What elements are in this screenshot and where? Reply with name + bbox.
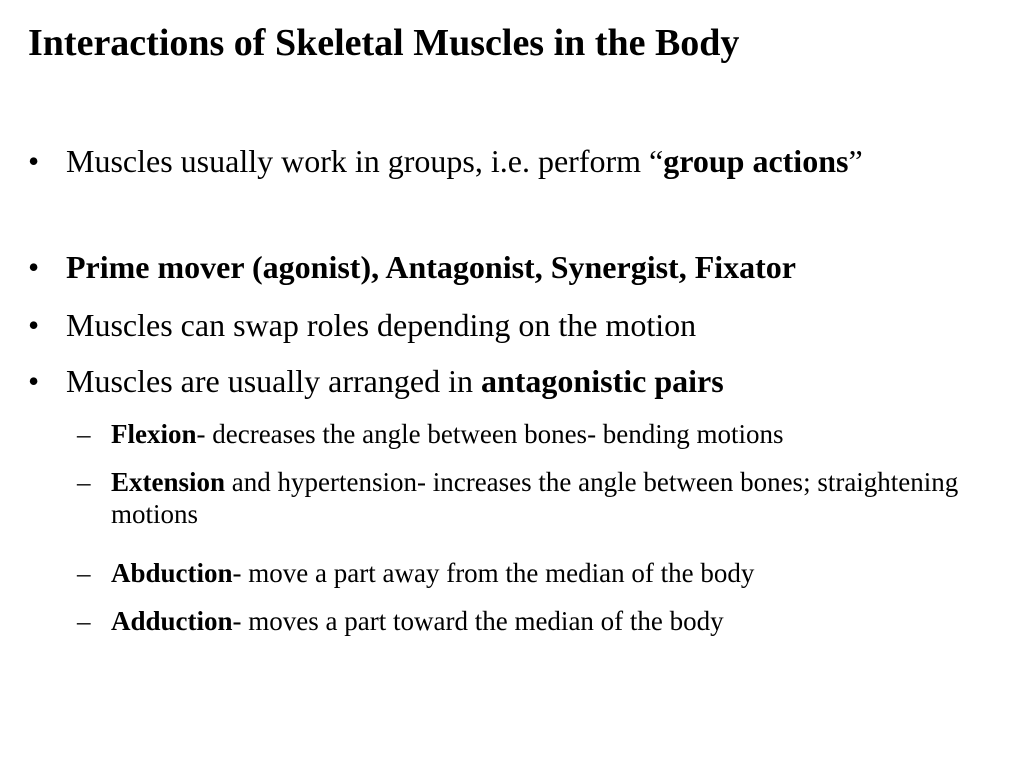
sub-bullet-item xyxy=(77,466,1007,530)
sub-bullet-term: Abduction xyxy=(111,558,233,588)
sub-bullet-description: - moves a part toward the median of the body xyxy=(232,606,724,636)
sub-bullet-marker: – xyxy=(77,606,91,636)
slide-title: Interactions of Skeletal Muscles in the Body xyxy=(28,22,740,64)
bullet-text-pre: Muscles usually work in groups, i.e. perform “ xyxy=(66,143,664,179)
bullet-text-pre: Muscles can swap roles depending on the motion xyxy=(66,307,697,343)
bullet-item xyxy=(28,248,988,286)
sub-bullet-description: - move a part away from the median of the body xyxy=(232,558,755,588)
bullet-text xyxy=(66,248,988,286)
bullet-item xyxy=(28,142,988,180)
bullet-text-bold: group actions xyxy=(663,143,849,179)
sub-bullet-item xyxy=(77,605,1007,637)
bullet-text-bold: antagonistic pairs xyxy=(480,363,724,399)
bullet-text-post: ” xyxy=(848,143,863,179)
sub-bullet-marker: – xyxy=(77,419,91,449)
sub-bullet-marker: – xyxy=(77,467,91,497)
sub-bullet-term: Flexion xyxy=(111,419,197,449)
sub-bullet-text xyxy=(111,466,1007,530)
bullet-text xyxy=(66,142,988,180)
bullet-marker: • xyxy=(28,363,40,399)
sub-bullet-term: Adduction xyxy=(111,606,233,636)
bullet-text-pre: Muscles are usually arranged in xyxy=(66,363,481,399)
sub-bullet-item xyxy=(77,418,1007,450)
bullet-marker: • xyxy=(28,143,40,179)
sub-bullet-text xyxy=(111,418,1007,450)
sub-bullet-text xyxy=(111,605,1007,637)
bullet-text-bold: Prime mover (agonist), Antagonist, Synergist, Fixator xyxy=(66,249,796,285)
sub-bullet-term: Extension xyxy=(111,467,226,497)
bullet-item xyxy=(28,362,988,400)
sub-bullet-item xyxy=(77,557,1007,589)
bullet-marker: • xyxy=(28,307,40,343)
bullet-text xyxy=(66,306,988,344)
bullet-marker: • xyxy=(28,249,40,285)
bullet-item xyxy=(28,306,988,344)
sub-bullet-description: - decreases the angle between bones- bending motions xyxy=(196,419,784,449)
bullet-text xyxy=(66,362,988,400)
sub-bullet-text xyxy=(111,557,1007,589)
sub-bullet-description: and hypertension- increases the angle between bones; straightening motions xyxy=(111,467,959,529)
sub-bullet-marker: – xyxy=(77,558,91,588)
